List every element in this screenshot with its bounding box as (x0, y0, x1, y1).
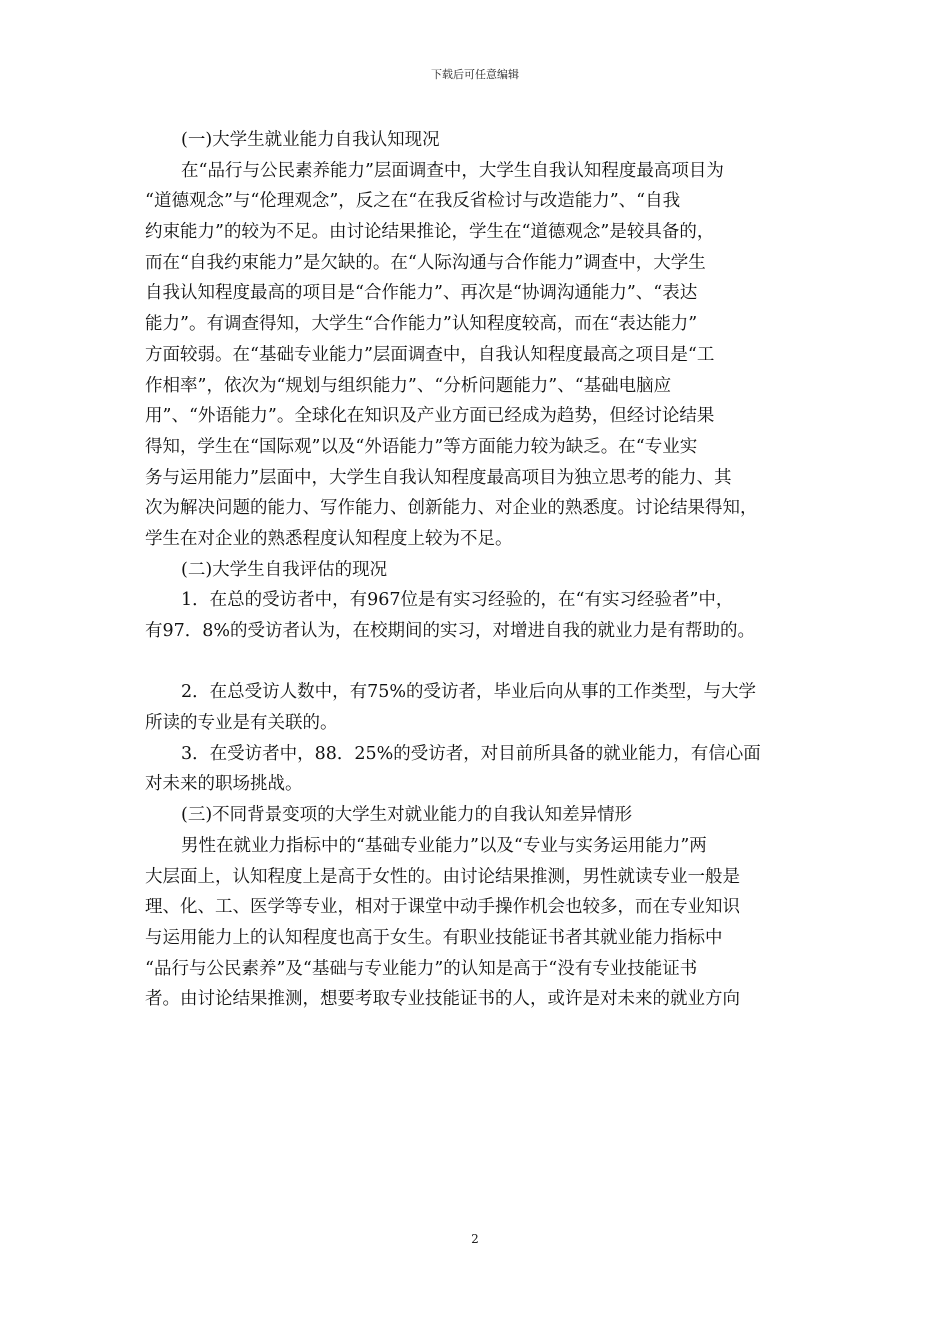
paragraph-line: 约束能力”的较为不足。由讨论结果推论，学生在“道德观念”是较具备的， (145, 222, 715, 243)
list-item-line: 2．在总受访人数中，有75%的受访者，毕业后向从事的工作类型，与大学 (181, 682, 757, 703)
list-item-line: 有97．8%的受访者认为，在校期间的实习，对增进自我的就业力是有帮助的。 (145, 621, 756, 641)
paragraph-line: 而在“自我约束能力”是欠缺的。在“人际沟通与合作能力”调查中，大学生 (145, 252, 706, 273)
paragraph-line: 务与运用能力”层面中，大学生自我认知程度最高项目为独立思考的能力、其 (145, 467, 732, 488)
list-item-line: 1．在总的受访者中，有967位是有实习经验的，在“有实习经验者”中， (181, 590, 734, 611)
page-number: 2 (471, 1232, 479, 1246)
section-heading: (二)大学生自我评估的现况 (181, 559, 388, 580)
paragraph-line: 作相率”，依次为“规划与组织能力”、“分析问题能力”、“基础电脑应 (145, 375, 672, 396)
list-item-line: 所读的专业是有关联的。 (145, 713, 338, 734)
section-heading: (一)大学生就业能力自我认知现况 (181, 130, 440, 150)
blank-line (145, 647, 817, 678)
paragraph-line: 大层面上，认知程度上是高于女性的。由讨论结果推测，男性就读专业一般是 (145, 866, 740, 887)
paragraph-line: 得知，学生在“国际观”以及“外语能力”等方面能力较为缺乏。在“专业实 (145, 436, 698, 457)
list-item-line: 对未来的职场挑战。 (145, 774, 303, 795)
paragraph-line: 方面较弱。在“基础专业能力”层面调查中，自我认知程度最高之项目是“工 (145, 344, 715, 365)
list-item-line: 3．在受访者中，88．25%的受访者，对目前所具备的就业能力，有信心面 (181, 743, 761, 764)
paragraph-line: “品行与公民素养”及“基础与专业能力”的认知是高于“没有专业技能证书 (145, 958, 698, 979)
paragraph-line: 学生在对企业的熟悉程度认知程度上较为不足。 (145, 528, 513, 549)
paragraph-line: 者。由讨论结果推测，想要考取专业技能证书的人，或许是对未来的就业方向 (145, 989, 740, 1010)
paragraph-line: 次为解决问题的能力、写作能力、创新能力、对企业的熟悉度。讨论结果得知， (145, 498, 758, 519)
page-header: 下载后可任意编辑 (431, 68, 519, 81)
paragraph-line: 与运用能力上的认知程度也高于女生。有职业技能证书者其就业能力指标中 (145, 927, 723, 948)
paragraph-line: “道德观念”与“伦理观念”，反之在“在我反省检讨与改造能力”、“自我 (145, 191, 681, 212)
paragraph-line: 用”、“外语能力”。全球化在知识及产业方面已经成为趋势，但经讨论结果 (145, 406, 715, 427)
paragraph-line: 能力”。有调查得知，大学生“合作能力”认知程度较高，而在“表达能力” (145, 314, 698, 335)
paragraph-line: 自我认知程度最高的项目是“合作能力”、再次是“协调沟通能力”、“表达 (145, 283, 698, 304)
section-heading: (三)不同背景变项的大学生对就业能力的自我认知差异情形 (181, 805, 633, 826)
paragraph-line: 理、化、工、医学等专业，相对于课堂中动手操作机会也较多，而在专业知识 (145, 897, 740, 918)
document-body (145, 125, 817, 1015)
paragraph-line: 男性在就业力指标中的“基础专业能力”以及“专业与实务运用能力”两 (181, 835, 707, 856)
paragraph-line: 在“品行与公民素养能力”层面调查中，大学生自我认知程度最高项目为 (181, 160, 724, 181)
